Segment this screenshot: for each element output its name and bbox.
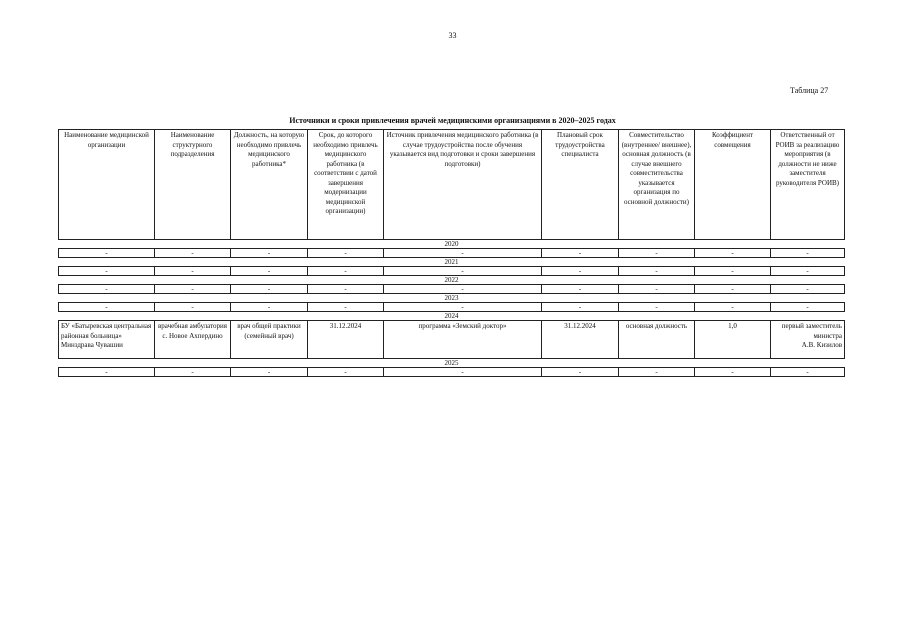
header-cell: Плановый срок трудоустройства специалиста bbox=[542, 130, 619, 240]
year-label: 2021 bbox=[59, 258, 845, 267]
year-row bbox=[59, 359, 845, 368]
empty-cell: - bbox=[231, 303, 308, 312]
year-label: 2024 bbox=[59, 312, 845, 321]
table-row bbox=[59, 285, 845, 294]
empty-cell: - bbox=[695, 267, 771, 276]
year-label: 2025 bbox=[59, 359, 845, 368]
empty-cell: - bbox=[308, 285, 384, 294]
position-cell: врач общей практики (семейный врач) bbox=[231, 321, 308, 359]
empty-cell: - bbox=[59, 368, 155, 377]
year-row bbox=[59, 258, 845, 267]
responsible-cell bbox=[771, 321, 845, 359]
empty-cell: - bbox=[231, 267, 308, 276]
empty-cell: - bbox=[542, 285, 619, 294]
empty-cell: - bbox=[542, 368, 619, 377]
deadline-cell: 31.12.2024 bbox=[308, 321, 384, 359]
empty-cell: - bbox=[695, 368, 771, 377]
document-title: Источники и сроки привлечения врачей медицинскими организациями в 2020–2025 годах bbox=[289, 116, 616, 125]
empty-cell: - bbox=[619, 285, 695, 294]
header-cell: Срок, до которого необходимо привлечь медицинского работника (в соответствии с датой завершения модернизации медицинской организации) bbox=[308, 130, 384, 240]
header-cell: Источник привлечения медицинского работника (в случае трудоустройства после обучения указывается вид подготовки и сроки завершения подготовки) bbox=[384, 130, 542, 240]
year-label: 2020 bbox=[59, 240, 845, 249]
responsible-title: первый заместитель министра bbox=[781, 322, 842, 340]
empty-cell: - bbox=[308, 267, 384, 276]
empty-cell: - bbox=[771, 303, 845, 312]
empty-cell: - bbox=[619, 267, 695, 276]
page-number: 33 bbox=[448, 31, 457, 40]
table-row bbox=[59, 267, 845, 276]
empty-cell: - bbox=[155, 285, 231, 294]
empty-cell: - bbox=[771, 285, 845, 294]
responsible-name: А.В. Кизилов bbox=[801, 341, 842, 349]
empty-cell: - bbox=[231, 285, 308, 294]
table-row bbox=[59, 303, 845, 312]
empty-cell: - bbox=[695, 285, 771, 294]
empty-cell: - bbox=[59, 267, 155, 276]
year-row bbox=[59, 276, 845, 285]
empty-cell: - bbox=[384, 285, 542, 294]
unit-cell: врачебная амбулатория с. Новое Ахпердино bbox=[155, 321, 231, 359]
empty-cell: - bbox=[231, 249, 308, 258]
empty-cell: - bbox=[771, 267, 845, 276]
year-label: 2023 bbox=[59, 294, 845, 303]
empty-cell: - bbox=[771, 368, 845, 377]
empty-cell: - bbox=[308, 368, 384, 377]
empty-cell: - bbox=[384, 249, 542, 258]
header-row bbox=[59, 130, 845, 240]
empty-cell: - bbox=[231, 368, 308, 377]
org-cell: БУ «Батыревская центральная районная больница» Минздрава Чувашии bbox=[59, 321, 155, 359]
year-label: 2022 bbox=[59, 276, 845, 285]
header-cell: Ответственный от РОИВ за реализацию мероприятия (в должности не ниже заместителя руководителя РОИВ) bbox=[771, 130, 845, 240]
empty-cell: - bbox=[59, 285, 155, 294]
empty-cell: - bbox=[542, 249, 619, 258]
year-row bbox=[59, 312, 845, 321]
empty-cell: - bbox=[619, 303, 695, 312]
empty-cell: - bbox=[59, 249, 155, 258]
header-cell: Наименование медицинской организации bbox=[59, 130, 155, 240]
coefficient-cell: 1,0 bbox=[695, 321, 771, 359]
year-row bbox=[59, 240, 845, 249]
planned-date-cell: 31.12.2024 bbox=[542, 321, 619, 359]
empty-cell: - bbox=[155, 249, 231, 258]
header-cell: Должность, на которую необходимо привлечь медицинского работника* bbox=[231, 130, 308, 240]
header-cell: Коэффициент совмещения bbox=[695, 130, 771, 240]
header-cell: Совместительство (внутреннее/ внешнее), основная должность (в случае внешнего совместительства указывается организация по основной должности) bbox=[619, 130, 695, 240]
table-row bbox=[59, 368, 845, 377]
empty-cell: - bbox=[384, 368, 542, 377]
header-cell: Наименование структурного подразделения bbox=[155, 130, 231, 240]
year-row bbox=[59, 294, 845, 303]
empty-cell: - bbox=[155, 368, 231, 377]
empty-cell: - bbox=[695, 249, 771, 258]
empty-cell: - bbox=[308, 249, 384, 258]
empty-cell: - bbox=[384, 303, 542, 312]
sources-table bbox=[58, 129, 845, 377]
empty-cell: - bbox=[695, 303, 771, 312]
empty-cell: - bbox=[542, 303, 619, 312]
empty-cell: - bbox=[771, 249, 845, 258]
table-row bbox=[59, 321, 845, 359]
empty-cell: - bbox=[155, 303, 231, 312]
empty-cell: - bbox=[155, 267, 231, 276]
empty-cell: - bbox=[619, 249, 695, 258]
empty-cell: - bbox=[619, 368, 695, 377]
table-row bbox=[59, 249, 845, 258]
source-cell: программа «Земский доктор» bbox=[384, 321, 542, 359]
empty-cell: - bbox=[542, 267, 619, 276]
empty-cell: - bbox=[308, 303, 384, 312]
combination-cell: основная должность bbox=[619, 321, 695, 359]
empty-cell: - bbox=[384, 267, 542, 276]
empty-cell: - bbox=[59, 303, 155, 312]
table-label: Таблица 27 bbox=[790, 86, 829, 95]
